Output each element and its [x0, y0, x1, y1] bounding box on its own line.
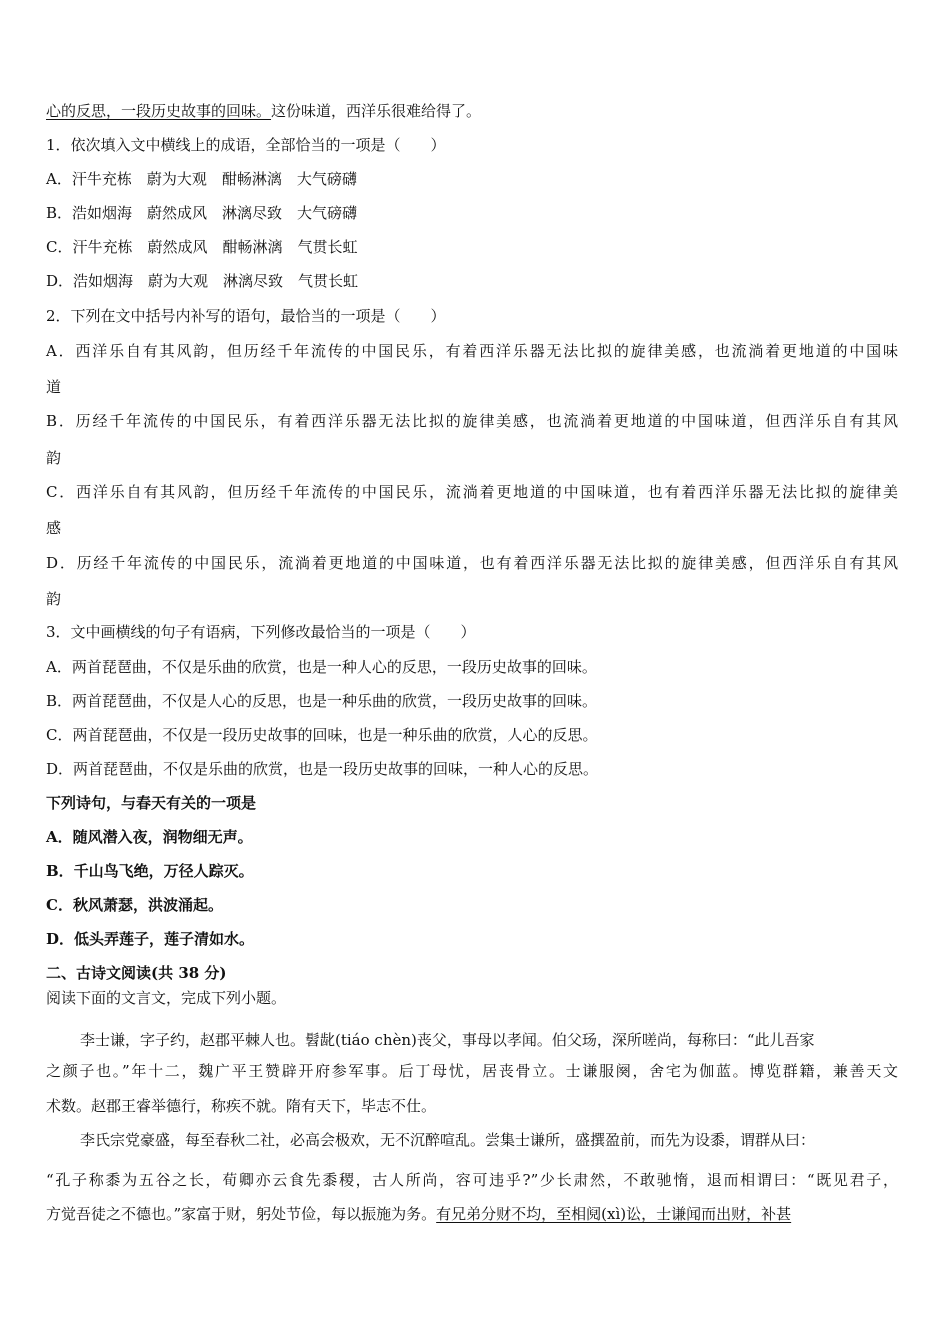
passage-para2-line1: 李氏宗党豪盛，每至春秋二社，必高会极欢，无不沉醉喧乱。尝集士谦所，盛撰盈前，而先为设黍，谓群从曰：	[80, 1131, 816, 1149]
q1-option-d: D．浩如烟海 蔚为大观 淋漓尽致 气贯长虹	[46, 272, 359, 290]
intro-underlined-text: 心的反思，一段历史故事的回味。	[46, 102, 272, 120]
spring-option-a: A．随风潜入夜，润物细无声。	[46, 828, 253, 846]
q2-option-a-line2: 道	[46, 378, 62, 396]
section2-instruction: 阅读下面的文言文，完成下列小题。	[46, 989, 287, 1007]
q2-stem: 2．下列在文中括号内补写的语句，最恰当的一项是（ ）	[46, 307, 446, 325]
passage-para1-line3: 术数。赵郡王睿举德行，称疾不就。隋有天下，毕志不仕。	[46, 1097, 437, 1115]
passage-para1-line2: 之颜子也。”年十二，魏广平王赞辟开府参军事。后丁母忧，居丧骨立。士谦服阕，舍宅为伽蓝。博览群籍，兼善天文	[46, 1062, 898, 1080]
intro-line	[46, 101, 481, 121]
q2-option-d-line1: D．历经千年流传的中国民乐，流淌着更地道的中国味道，也有着西洋乐器无法比拟的旋律美感，但西洋乐自有其风	[46, 554, 898, 572]
q2-option-c-line2: 感	[46, 519, 62, 537]
q3-option-b: B．两首琵琶曲，不仅是人心的反思，也是一种乐曲的欣赏，一段历史故事的回味。	[46, 692, 598, 710]
passage-para2-line2: “孔子称黍为五谷之长，荀卿亦云食先黍稷，古人所尚，容可违乎?”少长肃然，不敢驰惰，退而相谓曰：“既见君子，	[46, 1171, 898, 1189]
q1-stem: 1．依次填入文中横线上的成语，全部恰当的一项是（ ）	[46, 136, 446, 154]
q3-option-d: D．两首琵琶曲，不仅是乐曲的欣赏，也是一段历史故事的回味，一种人心的反思。	[46, 760, 599, 778]
q3-stem: 3．文中画横线的句子有语病，下列修改最恰当的一项是（ ）	[46, 623, 476, 641]
intro-rest-text: 这份味道，西洋乐很难给得了。	[271, 102, 482, 120]
passage-para1-line1: 李士谦，字子约，赵郡平棘人也。髫龀(tiáo chèn)丧父，事母以孝闻。伯父玚，深所嗟尚，每称曰：“此儿吾家	[80, 1031, 815, 1049]
spring-question-stem: 下列诗句，与春天有关的一项是	[46, 794, 257, 812]
passage-para2-plain: 方觉吾徒之不德也。”家富于财，躬处节俭，每以振施为务。	[46, 1205, 437, 1223]
q3-option-c: C．两首琵琶曲，不仅是一段历史故事的回味，也是一种乐曲的欣赏，人心的反思。	[46, 726, 598, 744]
q1-option-c: C．汗牛充栋 蔚然成风 酣畅淋漓 气贯长虹	[46, 238, 358, 256]
q3-option-a: A．两首琵琶曲，不仅是乐曲的欣赏，也是一种人心的反思，一段历史故事的回味。	[46, 658, 597, 676]
q2-option-d-line2: 韵	[46, 590, 62, 608]
q1-option-b: B．浩如烟海 蔚然成风 淋漓尽致 大气磅礴	[46, 204, 358, 222]
q2-option-b-line2: 韵	[46, 449, 62, 467]
q2-option-b-line1: B．历经千年流传的中国民乐，有着西洋乐器无法比拟的旋律美感，也流淌着更地道的中国味道，但西洋乐自有其风	[46, 412, 898, 430]
spring-option-c: C．秋风萧瑟，洪波涌起。	[46, 896, 223, 914]
q2-option-c-line1: C．西洋乐自有其风韵，但历经千年流传的中国民乐，流淌着更地道的中国味道，也有着西洋乐器无法比拟的旋律美	[46, 483, 898, 501]
passage-para2-line3	[46, 1204, 791, 1224]
passage-para2-underlined: 有兄弟分财不均，至相阋(xì)讼，士谦闻而出财，补甚	[436, 1205, 792, 1223]
section2-title: 二、古诗文阅读(共 38 分)	[46, 964, 227, 982]
spring-option-b: B．千山鸟飞绝，万径人踪灭。	[46, 862, 254, 880]
q1-option-a: A．汗牛充栋 蔚为大观 酣畅淋漓 大气磅礴	[46, 170, 357, 188]
q2-option-a-line1: A．西洋乐自有其风韵，但历经千年流传的中国民乐，有着西洋乐器无法比拟的旋律美感，也流淌着更地道的中国味	[46, 342, 898, 360]
spring-option-d: D．低头弄莲子，莲子清如水。	[46, 930, 255, 948]
